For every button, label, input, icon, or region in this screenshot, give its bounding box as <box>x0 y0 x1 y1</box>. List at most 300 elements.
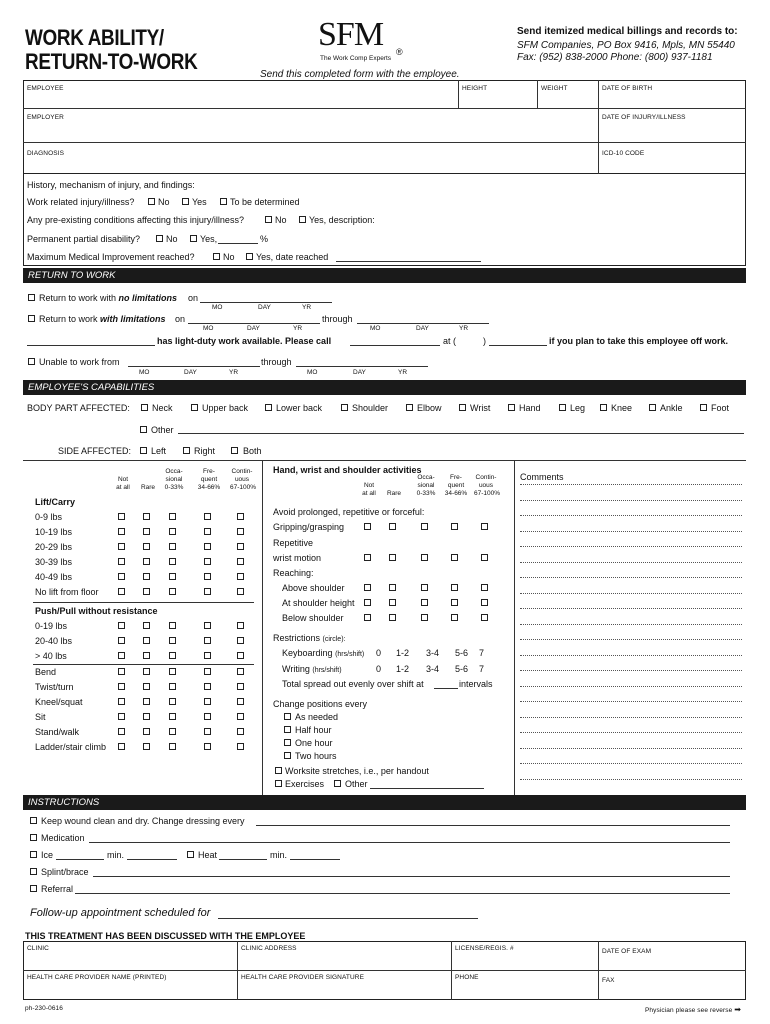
push-pull-checkbox[interactable] <box>169 637 176 644</box>
diagnosis-field-label[interactable]: DIAGNOSIS <box>27 150 65 157</box>
history-label: History, mechanism of injury, and findings: <box>27 180 195 190</box>
other-activity-checkbox[interactable] <box>237 683 244 690</box>
body-part-label: BODY PART AFFECTED: <box>27 403 130 413</box>
yr-label: YR <box>302 304 312 311</box>
day-label: DAY <box>184 369 197 376</box>
preexisting-no-checkbox[interactable] <box>265 216 272 223</box>
day-label: DAY <box>353 369 366 376</box>
other-activity-checkbox[interactable] <box>118 698 125 705</box>
license-field-label[interactable]: LICENSE/REGIS. # <box>455 945 514 952</box>
ppd-no-checkbox[interactable] <box>156 235 163 242</box>
keyboarding-scale-option[interactable]: 7 <box>479 648 485 658</box>
comment-line[interactable] <box>520 748 742 749</box>
other-activity-checkbox[interactable] <box>169 668 176 675</box>
work-related-tbd-label: To be determined <box>230 197 300 207</box>
body-part-other-line[interactable] <box>178 433 744 434</box>
middle-freq-header: Not <box>363 482 375 489</box>
writing-scale-option[interactable]: 5-6 <box>455 664 469 674</box>
lift-carry-checkbox[interactable] <box>169 543 176 550</box>
lift-carry-checkbox[interactable] <box>118 558 125 565</box>
work-related-tbd-checkbox[interactable] <box>220 198 227 205</box>
mmi-date-line[interactable] <box>336 261 481 262</box>
lift-carry-checkbox[interactable] <box>169 528 176 535</box>
height-field-label[interactable]: HEIGHT <box>462 85 488 92</box>
change-position-checkbox[interactable] <box>284 752 291 759</box>
ice-label: Ice <box>41 850 54 860</box>
lift-carry-checkbox[interactable] <box>237 588 244 595</box>
wrist-motion-checkbox[interactable] <box>481 554 488 561</box>
comment-line[interactable] <box>520 717 742 718</box>
other-activity-checkbox[interactable] <box>237 728 244 735</box>
rtw-on-label-2: on <box>175 314 186 324</box>
push-pull-checkbox[interactable] <box>118 652 125 659</box>
see-reverse-note: Physician please see reverse ➡ <box>645 1005 742 1014</box>
rtw-with-limitations-label: Return to work with limitations <box>39 314 166 324</box>
lift-carry-checkbox[interactable] <box>237 558 244 565</box>
gripping-checkbox[interactable] <box>364 523 371 530</box>
splint-label: Splint/brace <box>41 867 89 877</box>
yr-label: YR <box>293 325 303 332</box>
change-position-label: As needed <box>295 712 339 722</box>
reach-checkbox[interactable] <box>451 584 458 591</box>
provider-name-field-label[interactable]: HEALTH CARE PROVIDER NAME (PRINTED) <box>27 974 167 981</box>
writing-scale-option[interactable]: 7 <box>479 664 485 674</box>
change-position-checkbox[interactable] <box>284 713 291 720</box>
other-activity-label: Ladder/stair climb <box>35 742 107 752</box>
rtw-with-limitations-checkbox[interactable] <box>28 315 35 322</box>
rtw-limit-from-line[interactable] <box>188 323 320 324</box>
other-activity-checkbox[interactable] <box>237 668 244 675</box>
reach-checkbox[interactable] <box>481 599 488 606</box>
intervals-label: intervals <box>459 679 493 689</box>
reach-checkbox[interactable] <box>421 584 428 591</box>
lift-carry-label: 0-9 lbs <box>35 512 63 522</box>
push-pull-checkbox[interactable] <box>237 637 244 644</box>
call-name-line[interactable] <box>350 345 440 346</box>
left-freq-header: 0-33% <box>164 484 184 491</box>
middle-freq-header: Rare <box>386 490 402 497</box>
right-arrow-icon: ➡ <box>734 1005 742 1014</box>
body-part-knee-label: Knee <box>611 403 633 413</box>
comment-line[interactable] <box>520 655 742 656</box>
push-pull-checkbox[interactable] <box>143 622 150 629</box>
lift-carry-checkbox[interactable] <box>204 558 211 565</box>
reach-checkbox[interactable] <box>421 614 428 621</box>
body-part-shoulder-label: Shoulder <box>352 403 389 413</box>
body-part-leg-checkbox[interactable] <box>559 404 566 411</box>
work-related-no-label: No <box>158 197 170 207</box>
clinic-address-field-label[interactable]: CLINIC ADDRESS <box>241 945 297 952</box>
comment-line[interactable] <box>520 624 742 625</box>
work-related-yes-label: Yes <box>192 197 207 207</box>
keyboarding-label: Keyboarding (hrs/shift) <box>282 648 365 658</box>
mmi-no-label: No <box>223 252 235 262</box>
body-part-foot-checkbox[interactable] <box>700 404 707 411</box>
gripping-checkbox[interactable] <box>421 523 428 530</box>
other-activity-checkbox[interactable] <box>204 698 211 705</box>
other-activity-checkbox[interactable] <box>237 713 244 720</box>
body-part-hand-label: Hand <box>519 403 541 413</box>
lift-carry-checkbox[interactable] <box>204 588 211 595</box>
preexisting-yes-checkbox[interactable] <box>299 216 306 223</box>
hws-other-line[interactable] <box>370 788 484 789</box>
other-activity-checkbox[interactable] <box>204 728 211 735</box>
middle-freq-header: 67-100% <box>474 490 501 497</box>
gripping-label: Gripping/grasping <box>273 522 345 532</box>
other-activity-checkbox[interactable] <box>169 683 176 690</box>
push-pull-checkbox[interactable] <box>204 622 211 629</box>
clinic-field-label[interactable]: CLINIC <box>27 945 49 952</box>
lift-carry-checkbox[interactable] <box>143 513 150 520</box>
lift-carry-checkbox[interactable] <box>143 543 150 550</box>
mmi-no-checkbox[interactable] <box>213 253 220 260</box>
middle-freq-header: Fre- <box>450 474 462 481</box>
avoid-label: Avoid prolonged, repetitive or forceful: <box>273 507 425 517</box>
keyboarding-scale-option[interactable]: 5-6 <box>455 648 469 658</box>
capabilities-bar: EMPLOYEE'S CAPABILITIES <box>23 380 746 395</box>
body-part-lower-back-checkbox[interactable] <box>265 404 272 411</box>
ice-min-line[interactable] <box>127 859 177 860</box>
phone-paren: ) <box>483 336 486 346</box>
gripping-checkbox[interactable] <box>481 523 488 530</box>
comment-line[interactable] <box>520 670 742 671</box>
employer-field-label[interactable]: EMPLOYER <box>27 114 64 121</box>
heat-checkbox[interactable] <box>187 851 194 858</box>
lift-carry-checkbox[interactable] <box>118 543 125 550</box>
lift-carry-checkbox[interactable] <box>118 528 125 535</box>
body-part-foot-label: Foot <box>711 403 730 413</box>
discussed-heading: THIS TREATMENT HAS BEEN DISCUSSED WITH THE EMPLOYEE <box>25 931 306 941</box>
push-pull-checkbox[interactable] <box>204 637 211 644</box>
lift-carry-checkbox[interactable] <box>143 573 150 580</box>
reach-checkbox[interactable] <box>364 599 371 606</box>
comment-line[interactable] <box>520 779 742 780</box>
unable-from-line[interactable] <box>128 366 260 367</box>
comment-line[interactable] <box>520 531 742 532</box>
rtw-through-label-2: through <box>261 357 292 367</box>
gripping-checkbox[interactable] <box>451 523 458 530</box>
referral-label: Referral <box>41 884 74 894</box>
body-part-upper-back-checkbox[interactable] <box>191 404 198 411</box>
comment-line[interactable] <box>520 732 742 733</box>
exercises-checkbox[interactable] <box>275 780 282 787</box>
keyboarding-scale-option[interactable]: 0 <box>376 648 382 658</box>
ppd-yes-checkbox[interactable] <box>190 235 197 242</box>
middle-freq-header: quent <box>447 482 465 489</box>
other-activity-checkbox[interactable] <box>237 698 244 705</box>
yr-label: YR <box>229 369 239 376</box>
reach-checkbox[interactable] <box>389 584 396 591</box>
lift-carry-checkbox[interactable] <box>143 558 150 565</box>
lift-carry-checkbox[interactable] <box>204 543 211 550</box>
comment-line[interactable] <box>520 639 742 640</box>
writing-scale-option[interactable]: 3-4 <box>426 664 440 674</box>
other-activity-checkbox[interactable] <box>118 713 125 720</box>
rtw-through-label-1: through <box>322 314 353 324</box>
middle-freq-header: at all <box>362 490 376 497</box>
left-freq-header: Contin- <box>231 468 253 475</box>
referral-checkbox[interactable] <box>30 885 37 892</box>
splint-checkbox[interactable] <box>30 868 37 875</box>
body-part-elbow-checkbox[interactable] <box>406 404 413 411</box>
intervals-line[interactable] <box>434 688 458 689</box>
provider-signature-field-label[interactable]: HEALTH CARE PROVIDER SIGNATURE <box>241 974 365 981</box>
heat-line[interactable] <box>219 859 267 860</box>
other-activity-checkbox[interactable] <box>204 713 211 720</box>
body-part-upper-back-label: Upper back <box>202 403 249 413</box>
logo-tagline: The Work Comp Experts <box>320 55 392 62</box>
spread-label: Total spread out evenly over shift at <box>282 679 424 689</box>
lift-carry-checkbox[interactable] <box>204 528 211 535</box>
ice-line[interactable] <box>56 859 104 860</box>
push-pull-checkbox[interactable] <box>169 622 176 629</box>
push-pull-checkbox[interactable] <box>143 652 150 659</box>
other-activity-label: Bend <box>35 667 57 677</box>
wrist-motion-checkbox[interactable] <box>389 554 396 561</box>
reach-checkbox[interactable] <box>451 614 458 621</box>
push-pull-checkbox[interactable] <box>204 652 211 659</box>
push-pull-checkbox[interactable] <box>143 637 150 644</box>
body-part-shoulder-checkbox[interactable] <box>341 404 348 411</box>
other-activity-label: Sit <box>35 712 46 722</box>
mmi-yes-label: Yes, date reached <box>256 252 329 262</box>
phone-line[interactable] <box>489 345 547 346</box>
body-part-wrist-checkbox[interactable] <box>459 404 466 411</box>
lift-carry-checkbox[interactable] <box>118 588 125 595</box>
ppd-percent-sign: % <box>260 234 269 244</box>
other-activity-checkbox[interactable] <box>118 668 125 675</box>
ice-checkbox[interactable] <box>30 851 37 858</box>
unable-to-work-label: Unable to work from <box>39 357 120 367</box>
change-position-checkbox[interactable] <box>284 739 291 746</box>
change-position-label: Half hour <box>295 725 332 735</box>
left-freq-header: Occa- <box>165 468 183 475</box>
left-freq-header: Not <box>117 476 129 483</box>
lift-carry-checkbox[interactable] <box>169 513 176 520</box>
work-related-yes-checkbox[interactable] <box>182 198 189 205</box>
body-part-hand-checkbox[interactable] <box>508 404 515 411</box>
at-label: at ( <box>443 336 457 346</box>
push-pull-checkbox[interactable] <box>169 652 176 659</box>
reach-checkbox[interactable] <box>364 614 371 621</box>
writing-label: Writing (hrs/shift) <box>282 664 342 674</box>
other-activity-checkbox[interactable] <box>143 713 150 720</box>
lift-carry-checkbox[interactable] <box>237 513 244 520</box>
writing-scale-option[interactable]: 1-2 <box>396 664 410 674</box>
other-activity-checkbox[interactable] <box>143 728 150 735</box>
lift-carry-checkbox[interactable] <box>118 513 125 520</box>
doi-field-label[interactable]: DATE OF INJURY/ILLNESS <box>602 114 686 121</box>
middle-freq-header: 0-33% <box>416 490 436 497</box>
comment-line[interactable] <box>520 593 742 594</box>
icd-field-label[interactable]: ICD-10 CODE <box>602 150 645 157</box>
side-right-checkbox[interactable] <box>183 447 190 454</box>
other-activity-checkbox[interactable] <box>237 743 244 750</box>
other-activity-label: Stand/walk <box>35 727 80 737</box>
preexisting-yes-label: Yes, description: <box>309 215 375 225</box>
other-activity-label: Twist/turn <box>35 682 74 692</box>
other-activity-checkbox[interactable] <box>143 698 150 705</box>
left-freq-header: uous <box>234 476 250 483</box>
lift-carry-checkbox[interactable] <box>237 543 244 550</box>
keep-wound-checkbox[interactable] <box>30 817 37 824</box>
change-position-checkbox[interactable] <box>284 726 291 733</box>
push-pull-checkbox[interactable] <box>118 637 125 644</box>
splint-line[interactable] <box>93 876 730 877</box>
comment-line[interactable] <box>520 546 742 547</box>
repetitive-label: Repetitive <box>273 538 314 548</box>
other-activity-checkbox[interactable] <box>169 698 176 705</box>
lift-carry-checkbox[interactable] <box>169 588 176 595</box>
work-related-no-checkbox[interactable] <box>148 198 155 205</box>
heat-min-line[interactable] <box>290 859 340 860</box>
body-part-knee-checkbox[interactable] <box>600 404 607 411</box>
other-activity-checkbox[interactable] <box>204 743 211 750</box>
reach-checkbox[interactable] <box>421 599 428 606</box>
ppd-label: Permanent partial disability? <box>27 234 141 244</box>
lift-carry-checkbox[interactable] <box>169 573 176 580</box>
return-to-work-bar: RETURN TO WORK <box>23 268 746 283</box>
stretches-checkbox[interactable] <box>275 767 282 774</box>
employee-field-label[interactable]: EMPLOYEE <box>27 85 64 92</box>
comment-line[interactable] <box>520 500 742 501</box>
middle-freq-header: Occa- <box>417 474 435 481</box>
mmi-yes-checkbox[interactable] <box>246 253 253 260</box>
wrist-motion-checkbox[interactable] <box>421 554 428 561</box>
left-freq-header: 67-100% <box>230 484 257 491</box>
reach-checkbox[interactable] <box>481 614 488 621</box>
reach-checkbox[interactable] <box>389 614 396 621</box>
unable-to-work-checkbox[interactable] <box>28 358 35 365</box>
medication-checkbox[interactable] <box>30 834 37 841</box>
other-activity-checkbox[interactable] <box>118 683 125 690</box>
reach-0-label: Above shoulder <box>282 583 345 593</box>
lift-carry-checkbox[interactable] <box>143 588 150 595</box>
comment-line[interactable] <box>520 577 742 578</box>
lift-carry-checkbox[interactable] <box>118 573 125 580</box>
reach-checkbox[interactable] <box>481 584 488 591</box>
yr-label: YR <box>459 325 469 332</box>
form-title-line2: RETURN-TO-WORK <box>25 49 198 74</box>
writing-scale-option[interactable]: 0 <box>376 664 382 674</box>
medication-line[interactable] <box>89 842 730 843</box>
rtw-no-limitations-checkbox[interactable] <box>28 294 35 301</box>
ice-min-label: min. <box>107 850 125 860</box>
referral-line[interactable] <box>75 893 730 894</box>
employer-name-line[interactable] <box>27 345 155 346</box>
left-freq-header: sional <box>165 476 183 483</box>
reach-checkbox[interactable] <box>364 584 371 591</box>
other-activity-checkbox[interactable] <box>169 728 176 735</box>
comment-line[interactable] <box>520 763 742 764</box>
side-affected-label: SIDE AFFECTED: <box>58 446 132 456</box>
rtw-limit-through-line[interactable] <box>357 323 489 324</box>
lift-carry-checkbox[interactable] <box>237 573 244 580</box>
lift-carry-label: No lift from floor <box>35 587 99 597</box>
gripping-checkbox[interactable] <box>389 523 396 530</box>
lift-carry-checkbox[interactable] <box>143 528 150 535</box>
lift-carry-checkbox[interactable] <box>237 528 244 535</box>
other-activity-checkbox[interactable] <box>143 683 150 690</box>
keyboarding-scale-option[interactable]: 1-2 <box>396 648 410 658</box>
rtw-no-limitations-label: Return to work with no limitations <box>39 293 178 303</box>
keyboarding-scale-option[interactable]: 3-4 <box>426 648 440 658</box>
exam-date-field-label[interactable]: DATE OF EXAM <box>602 948 652 955</box>
left-freq-header: at all <box>116 484 130 491</box>
push-pull-checkbox[interactable] <box>237 652 244 659</box>
hws-other-label: Other <box>345 779 368 789</box>
ppd-no-label: No <box>166 234 178 244</box>
other-activity-checkbox[interactable] <box>118 743 125 750</box>
keep-wound-line[interactable] <box>256 825 730 826</box>
other-activity-checkbox[interactable] <box>204 683 211 690</box>
reach-checkbox[interactable] <box>389 599 396 606</box>
comment-line[interactable] <box>520 701 742 702</box>
wrist-motion-checkbox[interactable] <box>451 554 458 561</box>
send-title: Send itemized medical billings and records to: <box>517 26 738 37</box>
hws-other-checkbox[interactable] <box>334 780 341 787</box>
dob-field-label[interactable]: DATE OF BIRTH <box>602 85 653 92</box>
reach-checkbox[interactable] <box>451 599 458 606</box>
push-pull-label: 20-40 lbs <box>35 636 73 646</box>
comment-line[interactable] <box>520 608 742 609</box>
other-activity-checkbox[interactable] <box>143 668 150 675</box>
comments-label: Comments <box>520 472 564 482</box>
lift-carry-heading: Lift/Carry <box>35 497 76 507</box>
other-activity-checkbox[interactable] <box>169 743 176 750</box>
body-part-other-label: Other <box>151 425 174 435</box>
other-activity-checkbox[interactable] <box>118 728 125 735</box>
comment-line[interactable] <box>520 562 742 563</box>
hws-heading: Hand, wrist and shoulder activities <box>273 465 422 475</box>
comment-line[interactable] <box>520 515 742 516</box>
body-part-neck-checkbox[interactable] <box>141 404 148 411</box>
off-work-text: if you plan to take this employee off work. <box>549 336 729 346</box>
stretches-label: Worksite stretches, i.e., per handout <box>285 766 429 776</box>
lift-carry-checkbox[interactable] <box>169 558 176 565</box>
side-both-checkbox[interactable] <box>231 447 238 454</box>
logo-registered-mark: ® <box>396 47 403 57</box>
mo-label: MO <box>203 325 214 332</box>
ppd-percent-line[interactable] <box>218 243 258 244</box>
top-fields-grid <box>23 80 746 174</box>
body-part-ankle-checkbox[interactable] <box>649 404 656 411</box>
push-pull-checkbox[interactable] <box>118 622 125 629</box>
fax-field-label[interactable]: FAX <box>602 977 615 984</box>
unable-through-line[interactable] <box>296 366 428 367</box>
comment-line[interactable] <box>520 484 742 485</box>
left-freq-header: Fre- <box>203 468 215 475</box>
lift-carry-checkbox[interactable] <box>204 513 211 520</box>
rtw-no-limit-date-line[interactable] <box>200 302 332 303</box>
other-activity-checkbox[interactable] <box>204 668 211 675</box>
push-pull-checkbox[interactable] <box>237 622 244 629</box>
light-duty-text: has light-duty work available. Please call <box>157 336 332 346</box>
other-activity-checkbox[interactable] <box>143 743 150 750</box>
weight-field-label[interactable]: WEIGHT <box>541 85 568 92</box>
mmi-label: Maximum Medical Improvement reached? <box>27 252 195 262</box>
body-part-neck-label: Neck <box>152 403 173 413</box>
wrist-motion-checkbox[interactable] <box>364 554 371 561</box>
other-activity-checkbox[interactable] <box>169 713 176 720</box>
lift-carry-checkbox[interactable] <box>204 573 211 580</box>
followup-line[interactable] <box>218 918 478 919</box>
instructions-bar: INSTRUCTIONS <box>23 795 746 810</box>
side-left-checkbox[interactable] <box>140 447 147 454</box>
comment-line[interactable] <box>520 686 742 687</box>
phone-field-label[interactable]: PHONE <box>455 974 479 981</box>
body-part-other-checkbox[interactable] <box>140 426 147 433</box>
